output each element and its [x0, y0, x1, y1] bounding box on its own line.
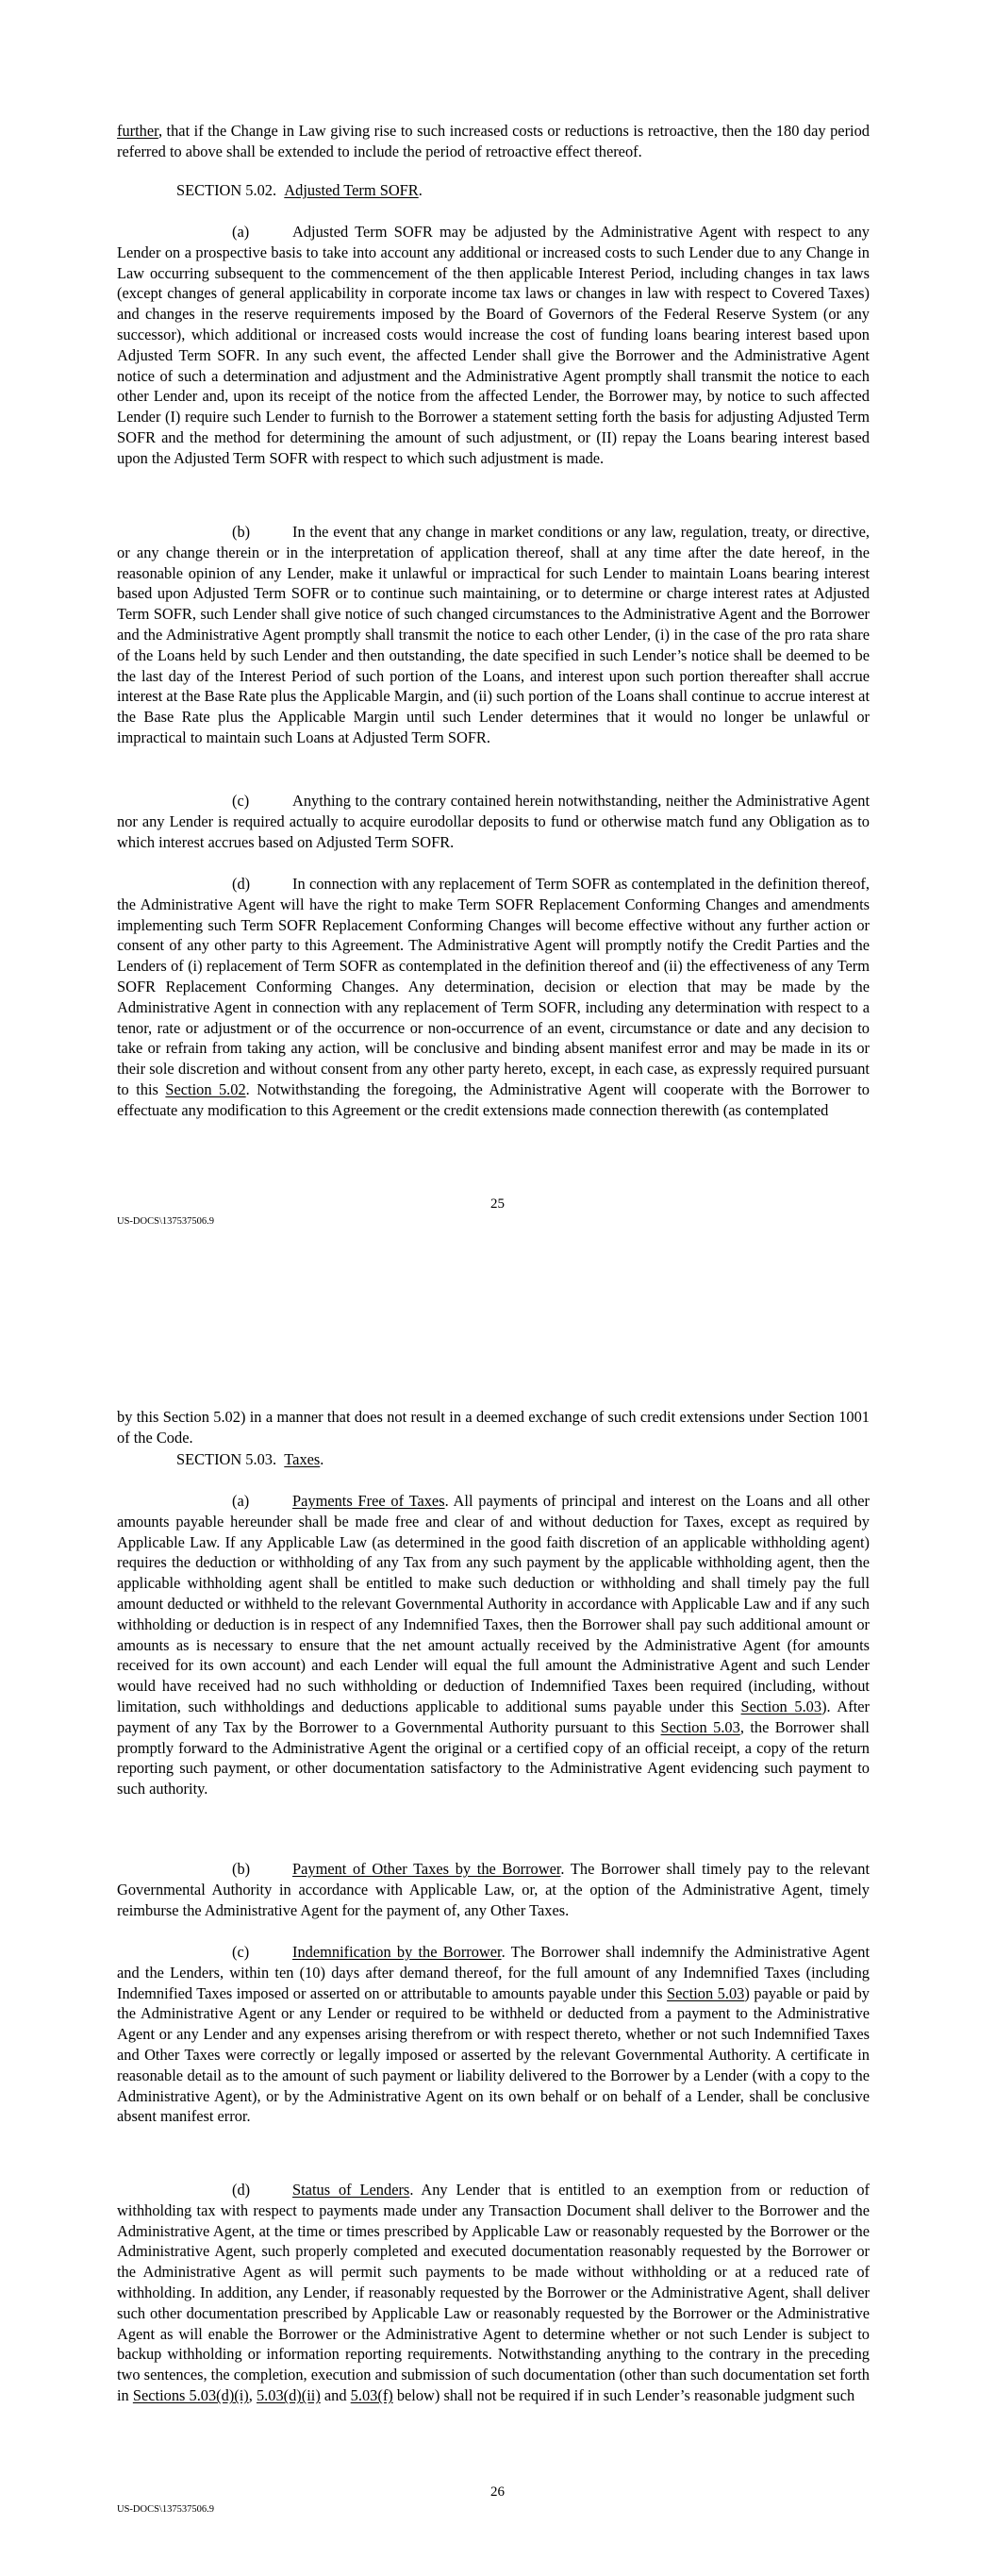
paragraph-caption: Payment of Other Taxes by the Borrower: [292, 1860, 561, 1878]
page-number: 26: [490, 2484, 505, 2500]
section-heading-5-02: SECTION 5.02. Adjusted Term SOFR.: [176, 181, 423, 199]
section-reference: Section 5.03: [667, 1983, 745, 2002]
paragraph-label: (d): [232, 875, 251, 893]
section-reference: 5.03(d)(ii): [256, 2385, 321, 2404]
section-reference: 5.03(f): [350, 2385, 393, 2404]
section-reference: Sections 5.03(d)(i): [132, 2385, 249, 2404]
section-reference: Section 5.03: [660, 1717, 740, 1736]
paragraph-5-03-c: (c) Indemnification by the Borrower. The Borrower shall indemnify the Administrative Agent and the Lenders, within ten (10) days after demand thereof, for the full amount of any Indemnified Taxes (including Indemnified Taxes imposed or asserted on or attributable to amounts payable under this Section 5.03) payable or paid by the Administrative Agent or any Lender or required to be withheld or deducted from a payment to the Administrative Agent or any Lender and any expenses arising therefrom or with respect thereto, whether or not such Indemnified Taxes and Other Taxes were correctly or legally imposed or asserted by the relevant Governmental Authority. A certificate in reasonable detail as to the amount of such payment or liability delivered to the Borrower by a Lender (with a copy to the Administrative Agent), or by the Administrative Agent on its own behalf or on behalf of a Lender, shall be conclusive absent manifest error.: [117, 1943, 871, 2126]
document-id-footer: US-DOCS\137537506.9: [117, 2504, 214, 2515]
section-title: Adjusted Term SOFR: [284, 181, 419, 199]
page-number: 25: [490, 1196, 505, 1212]
paragraph-caption: Status of Lenders: [292, 2181, 410, 2199]
paragraph-label: (b): [232, 523, 251, 541]
paragraph-label: (c): [232, 792, 250, 810]
section-number: SECTION 5.03.: [176, 1450, 277, 1468]
paragraph-label: (b): [232, 1860, 251, 1878]
paragraph-caption: Payments Free of Taxes: [292, 1492, 445, 1510]
paragraph-5-02-b: (b) In the event that any change in market conditions or any law, regulation, treaty, or directive, or any change therein or in the interpretation of application thereof, shall at any time after the date hereof, in the reasonable opinion of any Lender, make it unlawful or impractical for such Lender to maintain Loans bearing interest based upon Adjusted Term SOFR or to continue such maintaining, or to determine or charge interest rates at Adjusted Term SOFR, such Lender shall give notice of such changed circumstances to the Administrative Agent and the Borrower and the Administrative Agent promptly shall transmit the notice to each other Lender, (i) in the case of the pro rata share of the Loans held by such Lender and then outstanding, the date specified in such Lender’s notice shall be deemed to be the last day of the Interest Period of such portion of the Loans, and interest upon such portion thereafter shall accrue interest at the Base Rate plus the Applicable Margin, and (ii) such portion of the Loans shall continue to accrue interest at the Base Rate plus the Applicable Margin until such Lender determines that it would no longer be unlawful or impractical to maintain such Loans at Adjusted Term SOFR.: [117, 523, 870, 746]
paragraph-5-02-d: (d) In connection with any replacement of Term SOFR as contemplated in the definition thereof, the Administrative Agent will have the right to make Term SOFR Replacement Conforming Changes and amendments implementing such Term SOFR Replacement Conforming Changes will become effective without any further action or consent of any other party to this Agreement. The Administrative Agent will promptly notify the Credit Parties and the Lenders of (i) replacement of Term SOFR as contemplated in the definition thereof and (ii) the effectiveness of any Term SOFR Replacement Conforming Changes. Any determination, decision or election that may be made by the Administrative Agent in connection with any replacement of Term SOFR, including any determination with respect to a tenor, rate or adjustment or of the occurrence or non-occurrence of an event, circumstance or date and any decision to take or refrain from taking any action, will be conclusive and binding absent manifest error and may be made in its or their sole discretion and without consent from any other party hereto, except, in each case, as expressly required pursuant to this Section 5.02. Notwithstanding the foregoing, the Administrative Agent will cooperate with the Borrower to effectuate any modification to this Agreement or the credit extensions made connection therewith (as contemplated: [117, 875, 870, 1119]
section-heading-5-03: SECTION 5.03. Taxes.: [176, 1450, 324, 1468]
paragraph-5-03-a: (a) Payments Free of Taxes. All payments of principal and interest on the Loans and all other amounts payable hereunder shall be made free and clear of and without deduction for Taxes, except as required by Applicable Law. If any Applicable Law (as determined in the good faith discretion of an applicable withholding agent) requires the deduction or withholding of any Tax from any such payment by the applicable withholding agent, then the applicable withholding agent shall be entitled to make such deduction or withholding and shall timely pay the full amount deducted or withheld to the relevant Governmental Authority in accordance with Applicable Law and if any such withholding or deduction is in respect of any Indemnified Taxes, then the Borrower shall pay such additional amount or amounts as is necessary to ensure that the net amount actually received by the Administrative Agent (for amounts received for its own account) and each Lender will equal the full amount the Administrative Agent and such Lender would have received had no such withholding or deduction of Indemnified Taxes been required (including, without limitation, such withholdings and deductions applicable to additional sums payable under this Section 5.03). After payment of any Tax by the Borrower to a Governmental Authority pursuant to this Section 5.03, the Borrower shall promptly forward to the Administrative Agent the original or a certified copy of an official receipt, a copy of the return reporting such payment, or other documentation satisfactory to the Administrative Agent evidencing such payment to such authority.: [117, 1492, 870, 1798]
paragraph-caption: Indemnification by the Borrower: [292, 1943, 502, 1961]
section-number: SECTION 5.02.: [176, 181, 277, 199]
carryover-paragraph: further, that if the Change in Law giving rise to such increased costs or reductions is retroactive, then the 180 day period referred to above shall be extended to include the period of retroactive effect thereof.: [117, 122, 870, 160]
section-reference: Section 5.03: [740, 1697, 822, 1715]
paragraph-label: (c): [232, 1943, 250, 1961]
paragraph-label: (a): [232, 223, 250, 241]
paragraph-5-03-b: (b) Payment of Other Taxes by the Borrower. The Borrower shall timely pay to the relevant Governmental Authority in accordance with Applicable Law, or, at the option of the Administrative Agent, timely reimburse the Administrative Agent for the payment of, any Other Taxes.: [117, 1860, 870, 1919]
page-26: [0, 1288, 995, 2576]
document-id-footer: US-DOCS\137537506.9: [117, 1216, 214, 1227]
section-title: Taxes: [284, 1450, 321, 1468]
paragraph-5-03-d: (d) Status of Lenders. Any Lender that is entitled to an exemption from or reduction of withholding tax with respect to payments made under any Transaction Document shall deliver to the Borrower and the Administrative Agent, at the time or times prescribed by Applicable Law or reasonably requested by the Borrower or the Administrative Agent, such properly completed and executed documentation reasonably requested by the Borrower or the Administrative Agent as will permit such payments to be made without withholding or at a reduced rate of withholding. In addition, any Lender, if reasonably requested by the Borrower or the Administrative Agent, shall deliver such other documentation prescribed by Applicable Law or reasonably requested by the Borrower or the Administrative Agent as will enable the Borrower or the Administrative Agent to determine whether or not such Lender is subject to backup withholding or information reporting requirements. Notwithstanding anything to the contrary in the preceding two sentences, the completion, execution and submission of such documentation (other than such documentation set forth in Sections 5.03(d)(i), 5.03(d)(ii) and 5.03(f) below) shall not be required if in such Lender’s reasonable judgment such: [117, 2181, 870, 2404]
paragraph-label: (d): [232, 2181, 251, 2199]
carryover-paragraph: by this Section 5.02) in a manner that does not result in a deemed exchange of such credit extensions under Section 1001 of the Code.: [117, 1408, 870, 1447]
underlined-term: further: [117, 122, 158, 140]
paragraph-5-02-c: (c) Anything to the contrary contained herein notwithstanding, neither the Administrative Agent nor any Lender is required actually to acquire eurodollar deposits to fund or otherwise match fund any Obligation as to which interest accrues based on Adjusted Term SOFR.: [117, 792, 870, 851]
paragraph-label: (a): [232, 1492, 250, 1510]
section-reference: Section 5.02: [165, 1079, 246, 1098]
paragraph-5-02-a: (a) Adjusted Term SOFR may be adjusted by the Administrative Agent with respect to any Lender on a prospective basis to take into account any additional or increased costs to such Lender due to any Change in Law occurring subsequent to the commencement of the then applicable Interest Period, including changes in tax laws (except changes of general applicability in corporate income tax laws or changes in law with respect to Covered Taxes) and changes in the reserve requirements imposed by the Board of Governors of the Federal Reserve System (or any successor), which additional or increased costs would increase the cost of funding loans bearing interest based upon Adjusted Term SOFR. In any such event, the affected Lender shall give the Borrower and the Administrative Agent notice of such a determination and adjustment and the Administrative Agent promptly shall transmit the notice to each other Lender and, upon its receipt of the notice from the affected Lender, the Borrower may, by notice to such affected Lender (I) require such Lender to furnish to the Borrower a statement setting forth the basis for adjusting Adjusted Term SOFR and the method for determining the amount of such adjustment, or (II) repay the Loans bearing interest based upon the Adjusted Term SOFR with respect to which such adjustment is made.: [117, 223, 870, 467]
